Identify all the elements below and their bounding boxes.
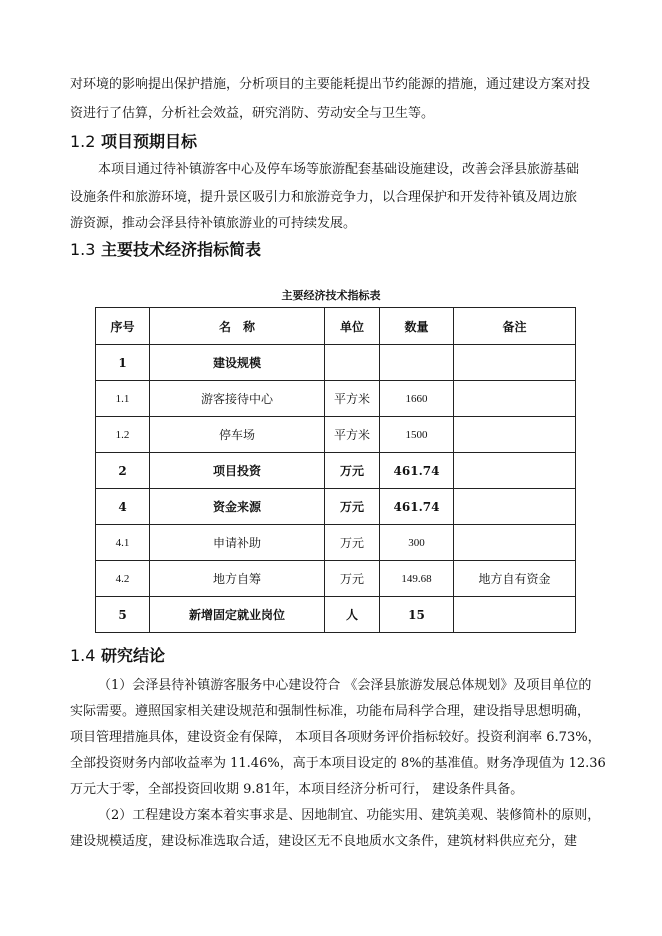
cell-unit: 万元 [325, 525, 380, 561]
cell-note: 地方自有资金 [454, 561, 576, 597]
header-cell-no: 序号 [96, 308, 150, 345]
goal-line-3: 游资源，推动会泽县待补镇旅游业的可持续发展。 [70, 216, 357, 231]
cell-no: 4.2 [96, 561, 150, 597]
conclusion-line-7: 建设规模适度，建设标准选取合适，建设区无不良地质水文条件，建筑材料供应充分，建 [70, 834, 578, 849]
table-header-row [96, 308, 576, 345]
cell-unit: 人 [325, 597, 380, 633]
cell-qty: 461.74 [380, 453, 454, 489]
table-row [96, 381, 576, 417]
cell-name: 申请补助 [150, 525, 325, 561]
cell-note [454, 597, 576, 633]
cell-unit [325, 345, 380, 381]
section-heading-1-2 [70, 132, 197, 152]
cell-no: 1.1 [96, 381, 150, 417]
conclusion-line-3: 项目管理措施具体，建设资金有保障， 本项目各项财务评价指标较好。投资利润率 6.73%， [70, 730, 601, 745]
cell-unit: 平方米 [325, 381, 380, 417]
cell-no: 4 [96, 489, 150, 525]
intro-line-2: 资进行了估算，分析社会效益，研究消防、劳动安全与卫生等。 [70, 106, 435, 121]
section-heading-1-3 [70, 240, 261, 260]
goal-line-2: 设施条件和旅游环境，提升景区吸引力和旅游竞争力，以合理保护和开发待补镇及周边旅 [70, 190, 578, 205]
cell-name: 资金来源 [150, 489, 325, 525]
conclusion-line-4: 全部投资财务内部收益率为 11.46%，高于本项目设定的 8%的基准值。财务净现值为 12.36 [70, 756, 606, 771]
cell-no: 2 [96, 453, 150, 489]
table-row [96, 489, 576, 525]
cell-unit: 万元 [325, 489, 380, 525]
conclusion-line-5: 万元大于零，全部投资回收期 9.81年，本项目经济分析可行， 建设条件具备。 [70, 782, 524, 797]
cell-note [454, 525, 576, 561]
cell-no: 1.2 [96, 417, 150, 453]
cell-unit: 平方米 [325, 417, 380, 453]
cell-name: 游客接待中心 [150, 381, 325, 417]
header-cell-name: 名 称 [150, 308, 325, 345]
cell-note [454, 453, 576, 489]
cell-unit: 万元 [325, 453, 380, 489]
cell-note [454, 489, 576, 525]
cell-note [454, 345, 576, 381]
cell-name: 地方自筹 [150, 561, 325, 597]
cell-qty: 1660 [380, 381, 454, 417]
cell-qty: 461.74 [380, 489, 454, 525]
section-number: 1.4 [70, 646, 96, 665]
cell-no: 1 [96, 345, 150, 381]
section-number: 1.2 [70, 132, 96, 151]
header-cell-note: 备注 [454, 308, 576, 345]
cell-unit: 万元 [325, 561, 380, 597]
cell-qty: 15 [380, 597, 454, 633]
conclusion-line-1: （1）会泽县待补镇游客服务中心建设符合 《会泽县旅游发展总体规划》及项目单位的 [98, 678, 592, 693]
cell-no: 4.1 [96, 525, 150, 561]
table-row [96, 525, 576, 561]
header-cell-qty: 数量 [380, 308, 454, 345]
section-heading-1-4 [70, 646, 165, 666]
cell-name: 项目投资 [150, 453, 325, 489]
table-row [96, 561, 576, 597]
cell-qty: 300 [380, 525, 454, 561]
intro-line-1: 对环境的影响提出保护措施，分析项目的主要能耗提出节约能源的措施，通过建设方案对投 [70, 77, 591, 92]
table-caption: 主要经济技术指标表 [281, 289, 381, 302]
cell-name: 停车场 [150, 417, 325, 453]
cell-qty: 1500 [380, 417, 454, 453]
cell-qty: 149.68 [380, 561, 454, 597]
indicator-table [95, 307, 576, 633]
cell-qty [380, 345, 454, 381]
cell-name: 建设规模 [150, 345, 325, 381]
table-row [96, 453, 576, 489]
cell-no: 5 [96, 597, 150, 633]
table-row [96, 417, 576, 453]
table-row [96, 345, 576, 381]
goal-line-1: 本项目通过待补镇游客中心及停车场等旅游配套基础设施建设，改善会泽县旅游基础 [98, 162, 580, 177]
header-cell-unit: 单位 [325, 308, 380, 345]
cell-note [454, 417, 576, 453]
table-row [96, 597, 576, 633]
conclusion-line-2: 实际需要。遵照国家相关建设规范和强制性标准，功能布局科学合理，建设指导思想明确， [70, 704, 591, 719]
section-title: 主要技术经济指标简表 [101, 240, 262, 259]
section-title: 研究结论 [101, 646, 166, 665]
cell-note [454, 381, 576, 417]
section-number: 1.3 [70, 240, 96, 259]
conclusion-line-6: （2）工程建设方案本着实事求是、因地制宜、功能实用、建筑美观、装修简朴的原则， [98, 808, 601, 823]
section-title: 项目预期目标 [101, 132, 198, 151]
cell-name: 新增固定就业岗位 [150, 597, 325, 633]
